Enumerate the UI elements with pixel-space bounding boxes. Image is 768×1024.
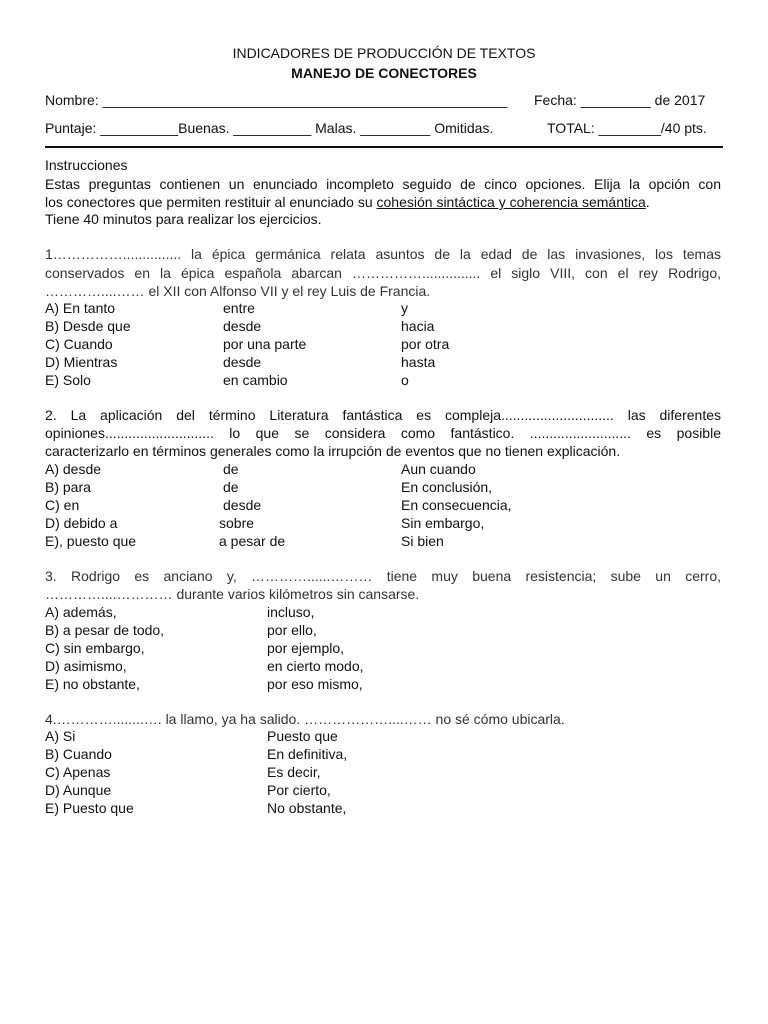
q1-option-d[interactable]: D) Mientras bbox=[45, 354, 118, 370]
q1-option-a-3: y bbox=[401, 300, 408, 316]
q2-option-b-3: En conclusión, bbox=[401, 479, 493, 495]
q2-option-d[interactable]: D) debido a bbox=[45, 515, 118, 531]
question-1-line-1: 1……………............... la épica germánica relata asuntos de la edad de las invasiones, los temas bbox=[45, 246, 721, 262]
document-title: INDICADORES DE PRODUCCIÓN DE TEXTOS bbox=[232, 45, 536, 61]
q2-option-e-2: a pesar de bbox=[219, 533, 286, 549]
puntaje-field: Puntaje: __________Buenas. __________ Malas. _________ Omitidas. bbox=[45, 120, 494, 136]
q2-option-c-2: desde bbox=[223, 497, 262, 513]
q1-option-b-2: desde bbox=[223, 318, 262, 334]
question-1-line-3: …………....…… el XII con Alfonso VII y el rey Luis de Francia. bbox=[45, 283, 431, 299]
q4-option-a[interactable]: A) Si bbox=[45, 728, 76, 744]
q1-option-b-3: hacia bbox=[401, 318, 435, 334]
q4-option-b[interactable]: B) Cuando bbox=[45, 746, 112, 762]
q1-option-d-3: hasta bbox=[401, 354, 436, 370]
q1-option-d-2: desde bbox=[223, 354, 262, 370]
instructions-line-1: Estas preguntas contienen un enunciado incompleto seguido de cinco opciones. Elija la opción con bbox=[45, 176, 721, 192]
q2-option-b-2: de bbox=[223, 479, 239, 495]
nombre-field: Nombre: ____________________________________________________ bbox=[45, 92, 508, 108]
instructions-line-3: Tiene 40 minutos para realizar los ejercicios. bbox=[45, 211, 322, 227]
q2-option-c[interactable]: C) en bbox=[45, 497, 80, 513]
question-4-line-1: 4.…………........…. la llamo, ya ha salido. ………………....…… no sé cómo ubicarla. bbox=[45, 711, 565, 727]
q3-option-b[interactable]: B) a pesar de todo, bbox=[45, 622, 165, 638]
fecha-field: Fecha: _________ de 2017 bbox=[534, 92, 706, 108]
q1-option-e-2: en cambio bbox=[223, 372, 288, 388]
q2-option-a-2: de bbox=[223, 461, 239, 477]
q4-option-c-2: Es decir, bbox=[267, 764, 321, 780]
instructions-heading: Instrucciones bbox=[45, 157, 128, 173]
q2-option-e[interactable]: E), puesto que bbox=[45, 533, 137, 549]
q1-option-a[interactable]: A) En tanto bbox=[45, 300, 116, 316]
q2-option-d-2: sobre bbox=[219, 515, 255, 531]
question-3-line-1: 3. Rodrigo es anciano y, …………......……… tiene muy buena resistencia; sube un cerro, bbox=[45, 568, 721, 584]
document-subtitle: MANEJO DE CONECTORES bbox=[291, 65, 477, 81]
q2-option-c-3: En consecuencia, bbox=[401, 497, 512, 513]
q4-option-e-2: No obstante, bbox=[267, 800, 347, 816]
q1-option-e-3: o bbox=[401, 372, 409, 388]
q2-option-d-3: Sin embargo, bbox=[401, 515, 485, 531]
q4-option-d[interactable]: D) Aunque bbox=[45, 782, 112, 798]
q1-option-b[interactable]: B) Desde que bbox=[45, 318, 131, 334]
q1-option-c[interactable]: C) Cuando bbox=[45, 336, 113, 352]
instructions-emphasis: cohesión sintáctica y coherencia semántica bbox=[376, 194, 646, 210]
q4-option-e[interactable]: E) Puesto que bbox=[45, 800, 134, 816]
q2-option-a-3: Aun cuando bbox=[401, 461, 476, 477]
total-field: TOTAL: ________/40 pts. bbox=[547, 120, 707, 136]
question-2-line-2: opiniones............................ lo que se considera como fantástico. .......................... es posible bbox=[45, 425, 721, 441]
q3-option-d-2: en cierto modo, bbox=[267, 658, 364, 674]
q1-option-c-2: por una parte bbox=[223, 336, 307, 352]
q1-option-c-3: por otra bbox=[401, 336, 450, 352]
q3-option-a-2: incluso, bbox=[267, 604, 315, 620]
q3-option-b-2: por ello, bbox=[267, 622, 317, 638]
question-3-line-2: …………....………… durante varios kilómetros sin cansarse. bbox=[45, 586, 420, 602]
q2-option-e-3: Si bien bbox=[401, 533, 444, 549]
q1-option-e[interactable]: E) Solo bbox=[45, 372, 91, 388]
q4-option-b-2: En definitiva, bbox=[267, 746, 348, 762]
instructions-line-2-end: . bbox=[645, 194, 650, 210]
q3-option-c-2: por ejemplo, bbox=[267, 640, 345, 656]
q3-option-d[interactable]: D) asimismo, bbox=[45, 658, 127, 674]
q3-option-e[interactable]: E) no obstante, bbox=[45, 676, 140, 692]
q3-option-e-2: por eso mismo, bbox=[267, 676, 363, 692]
q4-option-a-2: Puesto que bbox=[267, 728, 338, 744]
question-2-line-3: caracterizarlo en términos generales como la irrupción de eventos que no tienen explicación. bbox=[45, 443, 621, 459]
instructions-line-2-text: los conectores que permiten restituir al enunciado su bbox=[45, 194, 377, 210]
header-divider bbox=[45, 146, 723, 148]
q4-option-d-2: Por cierto, bbox=[267, 782, 331, 798]
q1-option-a-2: entre bbox=[223, 300, 255, 316]
q4-option-c[interactable]: C) Apenas bbox=[45, 764, 111, 780]
question-1-line-2: conservados en la épica española abarcan ……………............... el siglo VIII, con el rey Rodrigo, bbox=[45, 265, 721, 281]
q2-option-b[interactable]: B) para bbox=[45, 479, 91, 495]
q3-option-c[interactable]: C) sin embargo, bbox=[45, 640, 145, 656]
question-2-line-1: 2. La aplicación del término Literatura fantástica es compleja............................. las diferentes bbox=[45, 407, 721, 423]
q3-option-a[interactable]: A) además, bbox=[45, 604, 117, 620]
instructions-line-2 bbox=[45, 194, 650, 210]
q2-option-a[interactable]: A) desde bbox=[45, 461, 102, 477]
